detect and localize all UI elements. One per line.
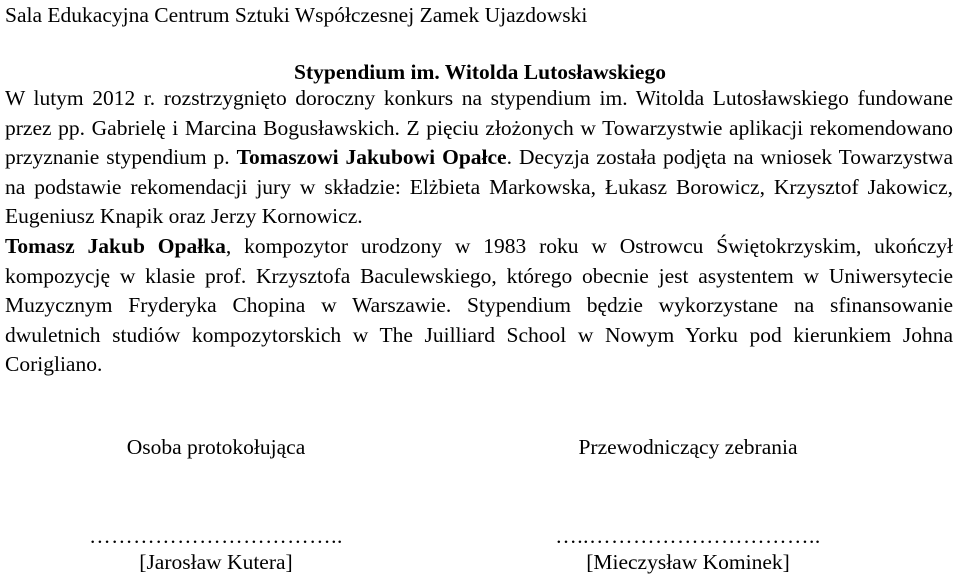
signature-right-name: [Mieczysław Kominek] [586, 550, 790, 574]
paragraph2-rest: , kompozytor urodzony w 1983 roku w Ostrowcu Świętokrzyskim, ukończył kompozycję w klasie prof. Krzysztofa Baculewskiego, którego obecnie jest asystentem w Uniwersytecie Muzycznym Fryderyka Chopina w Warszawie. Stypendium będzie wykorzystane na sfinansowanie dwuletnich studiów kompozytorskich w The Juilliard School w Nowym Yorku pod kierunkiem Johna Corigliano. [5, 233, 953, 377]
institution-header: Sala Edukacyjna Centrum Sztuki Współczesnej Zamek Ujazdowski [5, 3, 588, 27]
paragraph-scholarship-decision [5, 84, 953, 232]
paragraph1-recipient-name: Tomaszowi Jakubowi Opałce [236, 145, 507, 170]
document-body [5, 84, 953, 380]
paragraph1-intro: W lutym 2012 r. rozstrzygnięto doroczny konkurs na stypendium im. Witolda Lutosławskiego fundowane przez pp. Gabrielę i Marcina Bogusławskich. Z pięciu złożonych w Towarzystwie aplikacji rekomendowano przyznanie stypendium p. [5, 86, 953, 170]
signature-left-role: Osoba protokołująca [126, 435, 306, 459]
signature-right-line: …..………………………….. [555, 524, 821, 548]
paragraph1-rest: . Decyzja została podjęta na wniosek Towarzystwa na podstawie rekomendacji jury w składzie: Elżbieta Markowska, Łukasz Borowicz, Krzysztof Jakowicz, Eugeniusz Knapik oraz Jerzy Kornowicz. [5, 145, 953, 229]
signature-left-line: …………………………….. [89, 524, 343, 548]
paragraph-recipient-bio [5, 232, 953, 380]
document-title: Stypendium im. Witolda Lutosławskiego [294, 60, 666, 84]
signature-right-role: Przewodniczący zebrania [578, 435, 798, 459]
signature-left-name: [Jarosław Kutera] [139, 550, 293, 574]
paragraph2-recipient-name: Tomasz Jakub Opałka [5, 233, 226, 258]
